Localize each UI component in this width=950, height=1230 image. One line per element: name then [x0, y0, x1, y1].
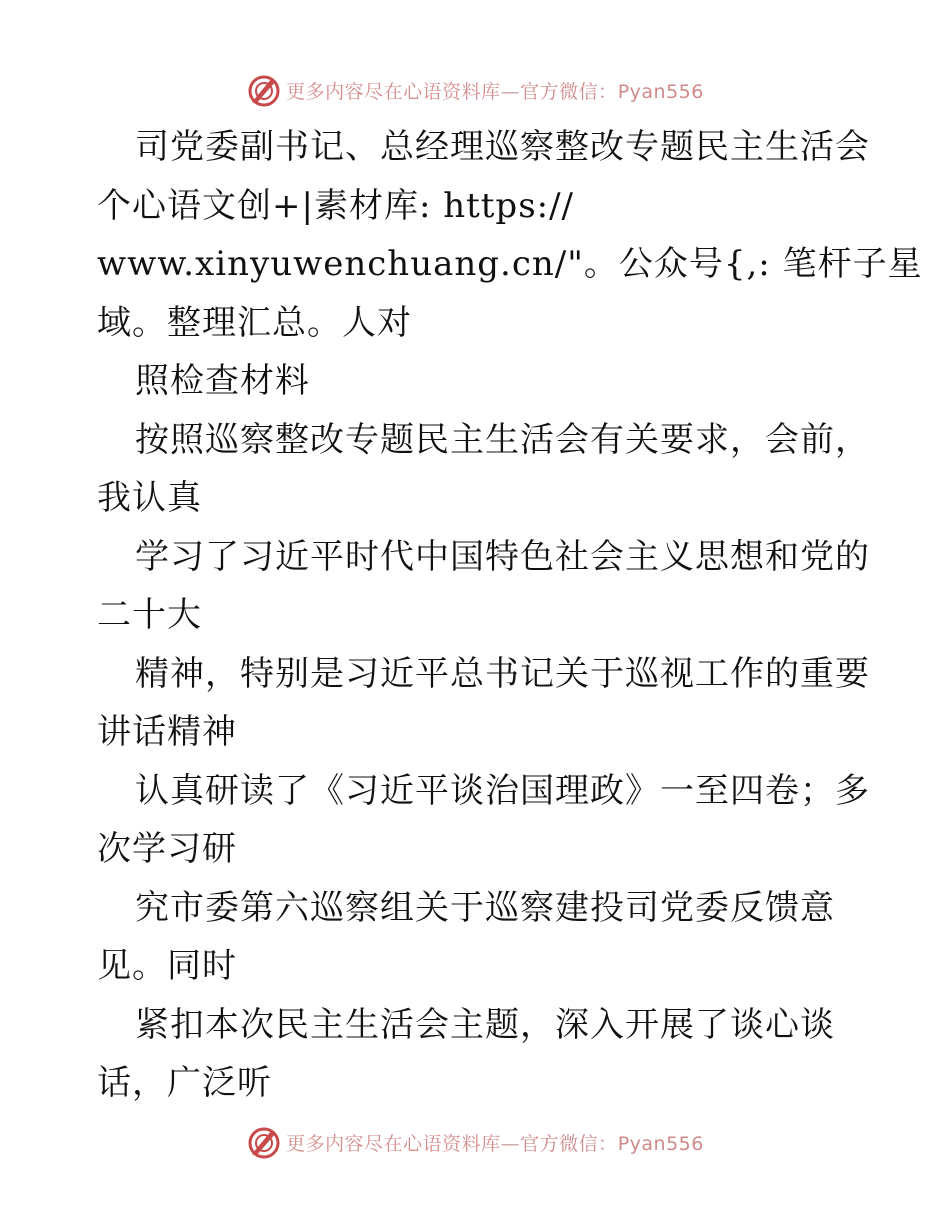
text-line: 讲话精神	[97, 712, 237, 752]
watermark-text: 更多内容尽在心语资料库—官方微信：Pyan556	[286, 80, 704, 103]
text-line: 我认真	[97, 478, 202, 518]
text-line: 域。整理汇总。人对	[97, 302, 412, 343]
pen-logo-icon	[246, 1124, 282, 1160]
document-body	[97, 118, 923, 1113]
text-line: www.xinyuwenchuang.cn/"。公众号{,: 笔杆子星	[97, 244, 923, 284]
text-line: 二十大	[97, 595, 202, 635]
text-line: 照检查材料	[135, 361, 310, 401]
text-line: 学习了习近平时代中国特色社会主义思想和党的	[135, 536, 870, 577]
text-line: 紧扣本次民主生活会主题，深入开展了谈心谈	[135, 1004, 835, 1045]
header-watermark	[0, 70, 950, 110]
text-line: 次学习研	[97, 829, 237, 869]
text-line: 个心语文创+|素材库: https://	[97, 185, 575, 226]
pen-logo-icon	[246, 72, 282, 108]
text-line: 按照巡察整改专题民主生活会有关要求，会前，	[135, 419, 870, 460]
watermark-text: 更多内容尽在心语资料库—官方微信：Pyan556	[286, 1132, 704, 1155]
text-line: 话，广泛听	[97, 1063, 272, 1103]
footer-watermark	[0, 1122, 950, 1162]
text-line: 究市委第六巡察组关于巡察建投司党委反馈意	[135, 887, 835, 928]
text-line: 认真研读了《习近平谈治国理政》一至四卷；多	[135, 770, 870, 811]
text-line: 见。同时	[97, 946, 237, 986]
text-line: 精神，特别是习近平总书记关于巡视工作的重要	[135, 653, 870, 694]
text-line: 司党委副书记、总经理巡察整改专题民主生活会	[135, 127, 870, 167]
